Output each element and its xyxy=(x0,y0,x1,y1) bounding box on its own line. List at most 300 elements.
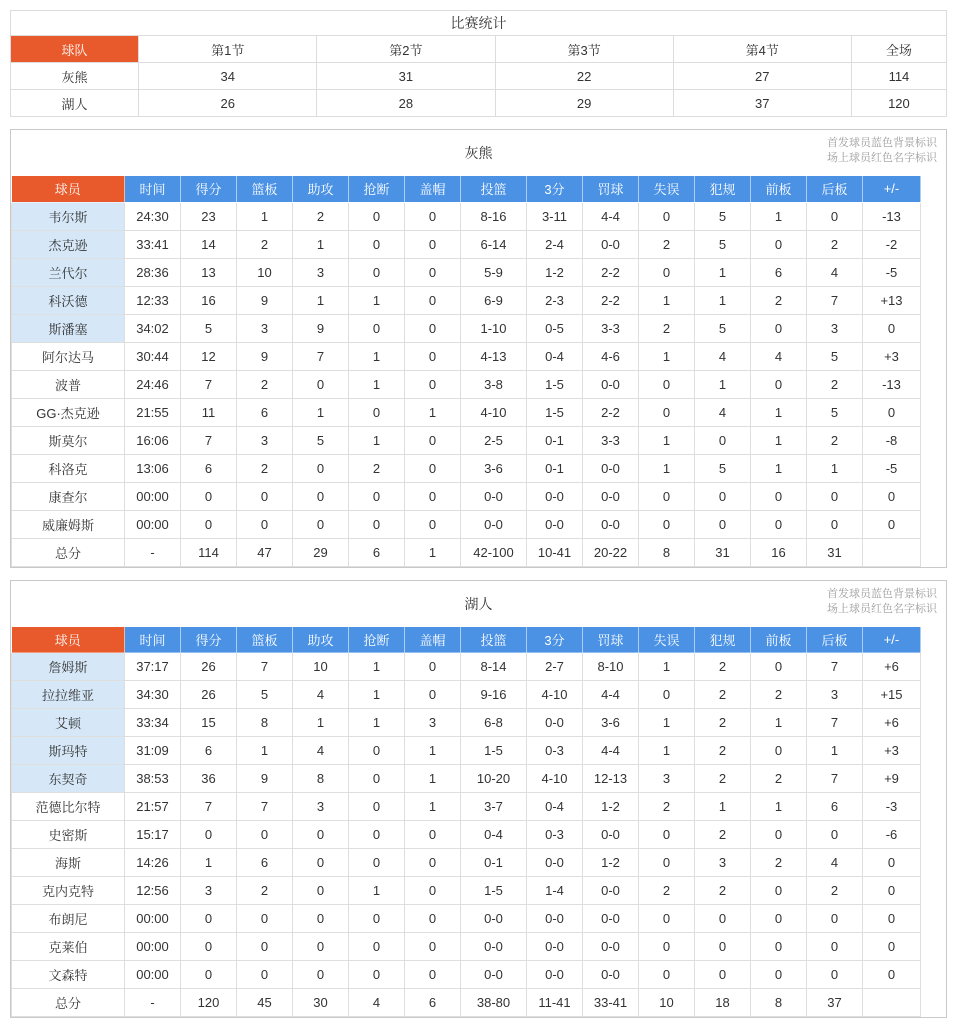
stat-cell: 6 xyxy=(237,849,293,877)
stat-cell: 1 xyxy=(695,286,751,314)
stat-cell: 0 xyxy=(807,961,863,989)
score-value: 37 xyxy=(673,90,851,117)
stat-cell: 0 xyxy=(863,398,921,426)
stat-column-header: +/- xyxy=(863,176,921,202)
stat-cell: 0 xyxy=(405,314,461,342)
stat-cell: 12:33 xyxy=(125,286,181,314)
stat-cell: 6 xyxy=(751,258,807,286)
stat-cell: 2 xyxy=(695,681,751,709)
stat-cell: 0 xyxy=(349,737,405,765)
stat-cell: 0 xyxy=(751,510,807,538)
stat-cell: 2 xyxy=(639,230,695,258)
stat-cell: 0 xyxy=(293,482,349,510)
stat-cell: 4 xyxy=(695,342,751,370)
stat-cell: 7 xyxy=(807,709,863,737)
total-stat-cell: 33-41 xyxy=(583,989,639,1017)
stat-cell: 0 xyxy=(405,370,461,398)
stat-cell: 28:36 xyxy=(125,258,181,286)
player-name-cell: 拉拉维亚 xyxy=(12,681,125,709)
stat-cell: -13 xyxy=(863,202,921,230)
stat-cell: -2 xyxy=(863,230,921,258)
stat-cell: 3 xyxy=(237,426,293,454)
score-team-name: 湖人 xyxy=(11,90,139,117)
stat-cell: 0 xyxy=(639,510,695,538)
stat-cell: 0 xyxy=(695,426,751,454)
player-name-cell: 艾顿 xyxy=(12,709,125,737)
total-stat-cell: - xyxy=(125,538,181,566)
stat-cell: 2 xyxy=(807,230,863,258)
player-name-cell: 海斯 xyxy=(12,849,125,877)
stat-cell: 4-4 xyxy=(583,202,639,230)
stat-cell: -8 xyxy=(863,426,921,454)
player-name-cell: 杰克逊 xyxy=(12,230,125,258)
stat-cell: 0-0 xyxy=(583,510,639,538)
quarter-column-header: 第4节 xyxy=(673,36,851,63)
stat-cell: 0 xyxy=(181,510,237,538)
stat-cell: 2 xyxy=(695,821,751,849)
score-table xyxy=(10,10,947,117)
stat-cell: 0-0 xyxy=(583,230,639,258)
total-stat-cell: 29 xyxy=(293,538,349,566)
player-row xyxy=(12,314,921,342)
stat-cell: 3 xyxy=(807,681,863,709)
stat-cell: 11 xyxy=(181,398,237,426)
stat-column-header: 投篮 xyxy=(461,627,527,653)
stat-cell: 0 xyxy=(751,961,807,989)
stat-cell: 1 xyxy=(405,398,461,426)
total-stat-cell: 37 xyxy=(807,989,863,1017)
stat-cell: 9-16 xyxy=(461,681,527,709)
stat-cell: 00:00 xyxy=(125,482,181,510)
stat-cell: 0 xyxy=(293,877,349,905)
stat-cell: 0 xyxy=(639,482,695,510)
player-name-cell: 史密斯 xyxy=(12,821,125,849)
stat-column-header: 助攻 xyxy=(293,176,349,202)
stat-cell: 0 xyxy=(405,849,461,877)
stat-cell: +9 xyxy=(863,765,921,793)
stat-cell: 0 xyxy=(807,510,863,538)
stat-cell: 4-10 xyxy=(527,681,583,709)
stat-cell: 0 xyxy=(807,933,863,961)
stat-cell: 1 xyxy=(639,426,695,454)
stat-cell: 0 xyxy=(237,905,293,933)
stats-header-row xyxy=(12,176,921,202)
stat-cell: 0 xyxy=(639,398,695,426)
stat-cell: 0 xyxy=(807,905,863,933)
player-name-cell: 东契奇 xyxy=(12,765,125,793)
stat-cell: 0-0 xyxy=(583,961,639,989)
player-row xyxy=(12,370,921,398)
stat-cell: 6-9 xyxy=(461,286,527,314)
stat-cell: 1-2 xyxy=(583,793,639,821)
stat-cell: 3-11 xyxy=(527,202,583,230)
stat-cell: 2-2 xyxy=(583,286,639,314)
stat-cell: 5 xyxy=(237,681,293,709)
player-row xyxy=(12,821,921,849)
stat-cell: -6 xyxy=(863,821,921,849)
stat-cell: 0 xyxy=(293,905,349,933)
stat-cell: 0 xyxy=(349,961,405,989)
stat-cell: 0 xyxy=(237,510,293,538)
stat-cell: 36 xyxy=(181,765,237,793)
player-row xyxy=(12,454,921,482)
stat-column-header: 前板 xyxy=(751,627,807,653)
stat-cell: 3-6 xyxy=(461,454,527,482)
stat-cell: 4-10 xyxy=(527,765,583,793)
player-stats-table-grizzlies xyxy=(11,176,921,567)
stat-cell: 0 xyxy=(405,482,461,510)
stat-cell: 7 xyxy=(181,426,237,454)
score-table-title: 比赛统计 xyxy=(11,11,947,36)
stat-cell: 14 xyxy=(181,230,237,258)
player-row xyxy=(12,765,921,793)
stat-cell: 1 xyxy=(639,653,695,681)
stat-cell: 33:41 xyxy=(125,230,181,258)
player-row xyxy=(12,681,921,709)
stat-cell: 4 xyxy=(807,258,863,286)
stat-cell: 00:00 xyxy=(125,905,181,933)
stat-cell: 5 xyxy=(807,342,863,370)
stat-cell: +15 xyxy=(863,681,921,709)
stat-cell: 2 xyxy=(695,709,751,737)
legend-starter-line: 首发球员蓝色背景标识 xyxy=(827,587,937,600)
stat-cell: 10 xyxy=(237,258,293,286)
stat-column-header: 盖帽 xyxy=(405,627,461,653)
stat-cell: 1 xyxy=(751,426,807,454)
stat-cell: 0 xyxy=(807,202,863,230)
player-row xyxy=(12,398,921,426)
stat-cell: 0-0 xyxy=(461,905,527,933)
stat-cell: -5 xyxy=(863,258,921,286)
stat-cell: 0 xyxy=(237,482,293,510)
stat-cell: 2 xyxy=(237,230,293,258)
score-value: 22 xyxy=(495,63,673,90)
stat-cell: 0 xyxy=(405,342,461,370)
score-value: 34 xyxy=(139,63,317,90)
stat-cell: 1 xyxy=(751,454,807,482)
stat-cell: 2 xyxy=(751,849,807,877)
stat-cell: 38:53 xyxy=(125,765,181,793)
stat-cell: 0-0 xyxy=(583,454,639,482)
stat-cell: 3 xyxy=(293,258,349,286)
player-name-cell: 范德比尔特 xyxy=(12,793,125,821)
stat-column-header: 时间 xyxy=(125,176,181,202)
stat-cell: 0-0 xyxy=(583,821,639,849)
stat-cell: 4 xyxy=(293,681,349,709)
score-value: 26 xyxy=(139,90,317,117)
score-value: 29 xyxy=(495,90,673,117)
score-row xyxy=(11,90,947,117)
stat-cell: 0 xyxy=(293,933,349,961)
total-stat-cell: 8 xyxy=(751,989,807,1017)
stat-cell: 1 xyxy=(349,370,405,398)
total-stat-cell xyxy=(863,989,921,1017)
stat-cell: 1 xyxy=(349,653,405,681)
stat-cell: 3 xyxy=(695,849,751,877)
stat-cell: 1 xyxy=(751,793,807,821)
stat-cell: 0 xyxy=(405,454,461,482)
stat-cell: 0 xyxy=(349,202,405,230)
stat-cell: 1-10 xyxy=(461,314,527,342)
stat-cell: 13:06 xyxy=(125,454,181,482)
stat-cell: 0-0 xyxy=(583,370,639,398)
stat-cell: 0 xyxy=(349,821,405,849)
totals-row xyxy=(12,538,921,566)
stat-cell: 6 xyxy=(181,737,237,765)
stat-cell: 0 xyxy=(349,482,405,510)
stat-cell: 34:30 xyxy=(125,681,181,709)
player-row xyxy=(12,933,921,961)
total-stat-cell: 38-80 xyxy=(461,989,527,1017)
stat-cell: 0 xyxy=(349,765,405,793)
stat-cell: 0 xyxy=(695,510,751,538)
stat-cell: 12 xyxy=(181,342,237,370)
total-stat-cell: 6 xyxy=(405,989,461,1017)
stat-cell: 0 xyxy=(349,230,405,258)
stat-cell: 0 xyxy=(349,510,405,538)
total-stat-cell xyxy=(863,538,921,566)
score-table-title-row xyxy=(11,11,947,36)
stat-cell: 4-4 xyxy=(583,737,639,765)
player-name-cell: 詹姆斯 xyxy=(12,653,125,681)
stat-cell: 7 xyxy=(807,653,863,681)
stat-cell: 15 xyxy=(181,709,237,737)
stat-cell: 0 xyxy=(349,258,405,286)
stat-cell: 0-0 xyxy=(527,961,583,989)
stats-body-lakers xyxy=(12,653,921,1017)
player-row xyxy=(12,849,921,877)
stat-cell: 0 xyxy=(751,821,807,849)
stat-cell: 0 xyxy=(181,961,237,989)
player-name-cell: 科沃德 xyxy=(12,286,125,314)
player-name-cell: 克莱伯 xyxy=(12,933,125,961)
stat-cell: 0 xyxy=(293,370,349,398)
total-stat-cell: 42-100 xyxy=(461,538,527,566)
stat-cell: 0 xyxy=(349,905,405,933)
stat-cell: 0 xyxy=(293,849,349,877)
stat-cell: 0 xyxy=(405,230,461,258)
stat-cell: 5 xyxy=(695,314,751,342)
stat-cell: 5 xyxy=(181,314,237,342)
player-column-header: 球员 xyxy=(12,176,125,202)
stat-cell: 2-5 xyxy=(461,426,527,454)
player-row xyxy=(12,737,921,765)
total-stat-cell: 31 xyxy=(807,538,863,566)
stat-cell: 0 xyxy=(293,454,349,482)
stat-cell: 2-7 xyxy=(527,653,583,681)
stat-cell: 0 xyxy=(639,961,695,989)
stat-cell: 00:00 xyxy=(125,933,181,961)
stat-column-header: 3分 xyxy=(527,176,583,202)
stat-cell: 0 xyxy=(639,370,695,398)
stat-cell: 1 xyxy=(695,793,751,821)
stat-cell: 4-10 xyxy=(461,398,527,426)
stat-cell: 1 xyxy=(751,202,807,230)
score-value: 27 xyxy=(673,63,851,90)
stat-cell: 0 xyxy=(751,905,807,933)
legend-oncourt-line: 场上球员红色名字标识 xyxy=(827,602,937,615)
stat-cell: 0 xyxy=(639,849,695,877)
stat-cell: 7 xyxy=(807,286,863,314)
player-name-cell: 兰代尔 xyxy=(12,258,125,286)
player-row xyxy=(12,286,921,314)
player-row xyxy=(12,905,921,933)
stat-cell: 0-5 xyxy=(527,314,583,342)
stat-cell: 0 xyxy=(639,258,695,286)
legend-oncourt-line: 场上球员红色名字标识 xyxy=(827,152,937,164)
total-stat-cell: 31 xyxy=(695,538,751,566)
player-name-cell: 克内克特 xyxy=(12,877,125,905)
stat-cell: 1 xyxy=(349,681,405,709)
stat-cell: 9 xyxy=(293,314,349,342)
stat-cell: 0 xyxy=(349,849,405,877)
stat-column-header: 抢断 xyxy=(349,176,405,202)
stat-cell: 1 xyxy=(695,258,751,286)
player-name-cell: GG·杰克逊 xyxy=(12,398,125,426)
stat-column-header: 助攻 xyxy=(293,627,349,653)
stat-cell: 6 xyxy=(181,454,237,482)
stat-cell: 0-0 xyxy=(527,482,583,510)
stat-cell: 1 xyxy=(237,737,293,765)
stat-cell: 3-3 xyxy=(583,314,639,342)
stat-cell: 0 xyxy=(751,653,807,681)
player-row xyxy=(12,482,921,510)
stat-column-header: 篮板 xyxy=(237,627,293,653)
stat-cell: 2 xyxy=(807,370,863,398)
stat-cell: +6 xyxy=(863,709,921,737)
stat-cell: 0 xyxy=(863,849,921,877)
score-value: 114 xyxy=(851,63,946,90)
stat-cell: 0 xyxy=(293,961,349,989)
stat-cell: 1-5 xyxy=(461,737,527,765)
stat-cell: 0-0 xyxy=(583,933,639,961)
stat-cell: 0 xyxy=(293,821,349,849)
stat-cell: 0-0 xyxy=(461,510,527,538)
stat-cell: 0 xyxy=(639,905,695,933)
stat-cell: 0-0 xyxy=(527,510,583,538)
stat-cell: +3 xyxy=(863,342,921,370)
total-stat-cell: 10-41 xyxy=(527,538,583,566)
score-table-body xyxy=(11,63,947,117)
stat-cell: 1 xyxy=(639,454,695,482)
stat-cell: 0 xyxy=(181,933,237,961)
stat-cell: 15:17 xyxy=(125,821,181,849)
stat-cell: 4 xyxy=(807,849,863,877)
stat-cell: 1 xyxy=(405,793,461,821)
legend-starter-line: 首发球员蓝色背景标识 xyxy=(827,137,937,149)
stat-cell: 4 xyxy=(695,398,751,426)
stat-cell: 0-4 xyxy=(461,821,527,849)
stat-cell: 0 xyxy=(695,482,751,510)
stat-cell: 26 xyxy=(181,681,237,709)
stat-cell: 00:00 xyxy=(125,961,181,989)
stat-cell: 30:44 xyxy=(125,342,181,370)
stat-cell: 0-0 xyxy=(527,849,583,877)
stat-column-header: 罚球 xyxy=(583,176,639,202)
stat-column-header: 投篮 xyxy=(461,176,527,202)
totals-label-cell: 总分 xyxy=(12,989,125,1017)
player-name-cell: 布朗尼 xyxy=(12,905,125,933)
stat-cell: 2 xyxy=(237,877,293,905)
stat-cell: 00:00 xyxy=(125,510,181,538)
player-name-cell: 康查尔 xyxy=(12,482,125,510)
team-title-lakers: 湖人 xyxy=(464,595,493,612)
stat-cell: 4 xyxy=(293,737,349,765)
stat-cell: 0 xyxy=(405,933,461,961)
stat-cell: 16:06 xyxy=(125,426,181,454)
stat-cell: 9 xyxy=(237,342,293,370)
stat-cell: 0-1 xyxy=(461,849,527,877)
stat-cell: 24:30 xyxy=(125,202,181,230)
stat-column-header: 犯规 xyxy=(695,627,751,653)
total-stat-cell: 120 xyxy=(181,989,237,1017)
stat-cell: 10 xyxy=(293,653,349,681)
stat-cell: 0 xyxy=(237,821,293,849)
stat-cell: 1 xyxy=(181,849,237,877)
stat-cell: 2 xyxy=(639,877,695,905)
score-header-row xyxy=(11,36,947,63)
stat-column-header: 罚球 xyxy=(583,627,639,653)
stat-cell: 26 xyxy=(181,653,237,681)
player-name-cell: 斯潘塞 xyxy=(12,314,125,342)
total-stat-cell: 8 xyxy=(639,538,695,566)
stat-cell: 0 xyxy=(405,961,461,989)
stat-cell: 21:57 xyxy=(125,793,181,821)
stat-cell: 1-4 xyxy=(527,877,583,905)
stat-cell: 4-4 xyxy=(583,681,639,709)
stat-column-header: 盖帽 xyxy=(405,176,461,202)
player-name-cell: 韦尔斯 xyxy=(12,202,125,230)
stat-cell: 0-0 xyxy=(527,933,583,961)
stat-cell: 1 xyxy=(751,709,807,737)
stat-cell: 8 xyxy=(237,709,293,737)
stat-cell: 6 xyxy=(807,793,863,821)
score-value: 120 xyxy=(851,90,946,117)
stat-cell: +3 xyxy=(863,737,921,765)
stat-cell: 1 xyxy=(349,426,405,454)
stat-cell: 0-1 xyxy=(527,426,583,454)
stat-cell: 0 xyxy=(349,933,405,961)
stat-cell: 0 xyxy=(405,510,461,538)
total-stat-cell: 16 xyxy=(751,538,807,566)
stat-cell: 0 xyxy=(349,314,405,342)
stat-cell: 2 xyxy=(751,765,807,793)
stat-cell: 2 xyxy=(807,877,863,905)
stat-cell: 0 xyxy=(863,961,921,989)
stat-cell: +13 xyxy=(863,286,921,314)
player-row xyxy=(12,793,921,821)
stat-cell: 3-6 xyxy=(583,709,639,737)
stat-cell: 0 xyxy=(405,202,461,230)
stat-cell: 16 xyxy=(181,286,237,314)
stat-cell: 10-20 xyxy=(461,765,527,793)
stat-cell: 0 xyxy=(807,821,863,849)
stat-cell: 0-0 xyxy=(461,482,527,510)
stats-header-row xyxy=(12,627,921,653)
stat-cell: 1 xyxy=(807,454,863,482)
stat-cell: 0 xyxy=(751,314,807,342)
stat-cell: 0 xyxy=(293,510,349,538)
total-stat-cell: 20-22 xyxy=(583,538,639,566)
stat-cell: 0 xyxy=(751,370,807,398)
stat-cell: 0 xyxy=(695,933,751,961)
player-name-cell: 斯莫尔 xyxy=(12,426,125,454)
stat-cell: 5 xyxy=(695,202,751,230)
stat-cell: 0 xyxy=(639,202,695,230)
stat-cell: 0 xyxy=(639,821,695,849)
stat-cell: 2 xyxy=(751,286,807,314)
stat-cell: 0 xyxy=(405,258,461,286)
